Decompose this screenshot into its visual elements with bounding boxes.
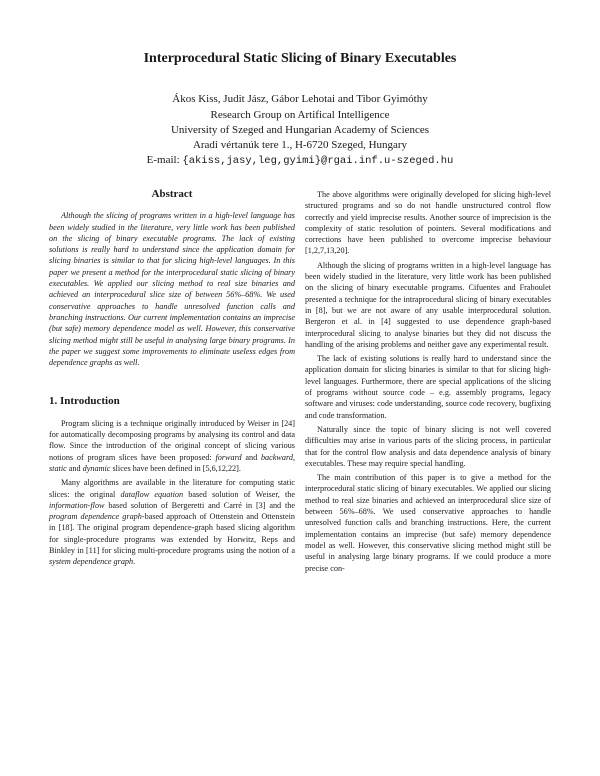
intro-paragraph-1: Program slicing is a technique originally introduced by Weiser in [24] for automatically decomposing programs by analysing its control and data flow. Since the introduction of the original concept of slicing various notions of program slices have been proposed: forward and backward, static and dynamic slices have been defined in [5,6,12,22].	[49, 418, 295, 473]
right-paragraph-4: Naturally since the topic of binary slicing is not well covered difficulties may arise in various parts of the slicing process, in particular that for the control flow analysis and data dependence analysis of binary executables. These may require special handling.	[305, 424, 551, 468]
left-column	[49, 189, 295, 571]
right-paragraph-3: The lack of existing solutions is really hard to understand since the application domain for slicing binaries is similar to that for slicing high-level languages. Furthermore, there are special applications of the slicing of programs without source code – e.g. assembly programs, legacy software and viruses: code understanding, source code recovery, bugfixing and code transformation.	[305, 354, 551, 420]
affiliation-line-3: Aradi vértanúk tere 1., H-6720 Szeged, Hungary	[192, 139, 408, 151]
abstract-heading: Abstract	[151, 188, 193, 200]
section-heading-introduction: 1. Introduction	[49, 395, 120, 408]
abstract-text: Although the slicing of programs written in a high-level language has been widely studied in the literature, very little work has been published on the slicing of binary executable programs. The lack of existing solutions is really hard to understand since the application domain for slicing binaries is similar to that for slicing high-level languages. In this paper we present a method for the interprocedural static slicing of binary executables. We applied our slicing method to real size binaries and achieved an interprocedural slice size of between 56%–68%. We used conservative approaches to handle unresolved function calls and branching instructions. Our current implementation contains an imprecise (but safe) memory dependence model as well. However, this conservative slicing method might still be useful in analysing large binary programs. In the paper we suggest some improvements to eliminate useless edges from dependence graphs as well.	[49, 211, 295, 368]
email-label: E-mail:	[146, 154, 180, 166]
email-line	[0, 154, 600, 167]
paper-title: Interprocedural Static Slicing of Binary Executables	[143, 51, 457, 66]
right-paragraph-5: The main contribution of this paper is to give a method for the interprocedural static slicing of binary executables. We applied our slicing method to real size binaries and achieved an interprocedural slice size of between 56%–68%. We used conservative approaches to handle unresolved function calls and branching instructions. Here, the current implementation contains an imprecise (but safe) memory dependence model as well. However, this conservative slicing method might still be useful in analysing large binary programs. If we could produce a more precise con-	[305, 473, 551, 573]
right-column	[305, 189, 551, 577]
right-paragraph-2: Although the slicing of programs written in a high-level language has been widely studied in the literature, very little work has been published on the slicing of binary executable programs. Cifuentes and Fraboulet presented a technique for the intraprocedural slicing of binary executables in [8], but we are not aware of any usable interprocedural solution. Bergeron et al. in [4] suggested to use dependence graph-based interprocedural slicing to analyse binaries but they did not discuss the handling of the arising problems and neither gave any experimental result.	[305, 260, 551, 349]
right-paragraph-1: The above algorithms were originally developed for slicing high-level structured programs and so do not handle unstructured control flow correctly and yield imprecise results. Another source of imprecision is the complexity of static resolution of pointers. Several modifications and corrections have been published to overcome imprecise behaviour [1,2,7,13,20].	[305, 190, 551, 256]
email-address[interactable]: {akiss,jasy,leg,gyimi}@rgai.inf.u-szeged.hu	[182, 155, 454, 167]
affiliation-line-2: University of Szeged and Hungarian Academy of Sciences	[170, 124, 430, 136]
authors: Ákos Kiss, Judit Jász, Gábor Lehotai and Tibor Gyimóthy	[172, 93, 428, 105]
affiliation-line-1: Research Group on Artifical Intelligence	[210, 109, 390, 121]
intro-paragraph-2: Many algorithms are available in the literature for computing static slices: the original dataflow equation based solution of Weiser, the information-flow based solution of Bergeretti and Carré in [3] and the program dependence graph-based approach of Ottenstein and Ottenstein in [18]. The original program dependence-graph based slicing algorithm for single-procedure programs was extended by Horwitz, Reps and Binkley in [11] for slicing multi-procedure programs using the notion of a system dependence graph.	[49, 478, 296, 567]
